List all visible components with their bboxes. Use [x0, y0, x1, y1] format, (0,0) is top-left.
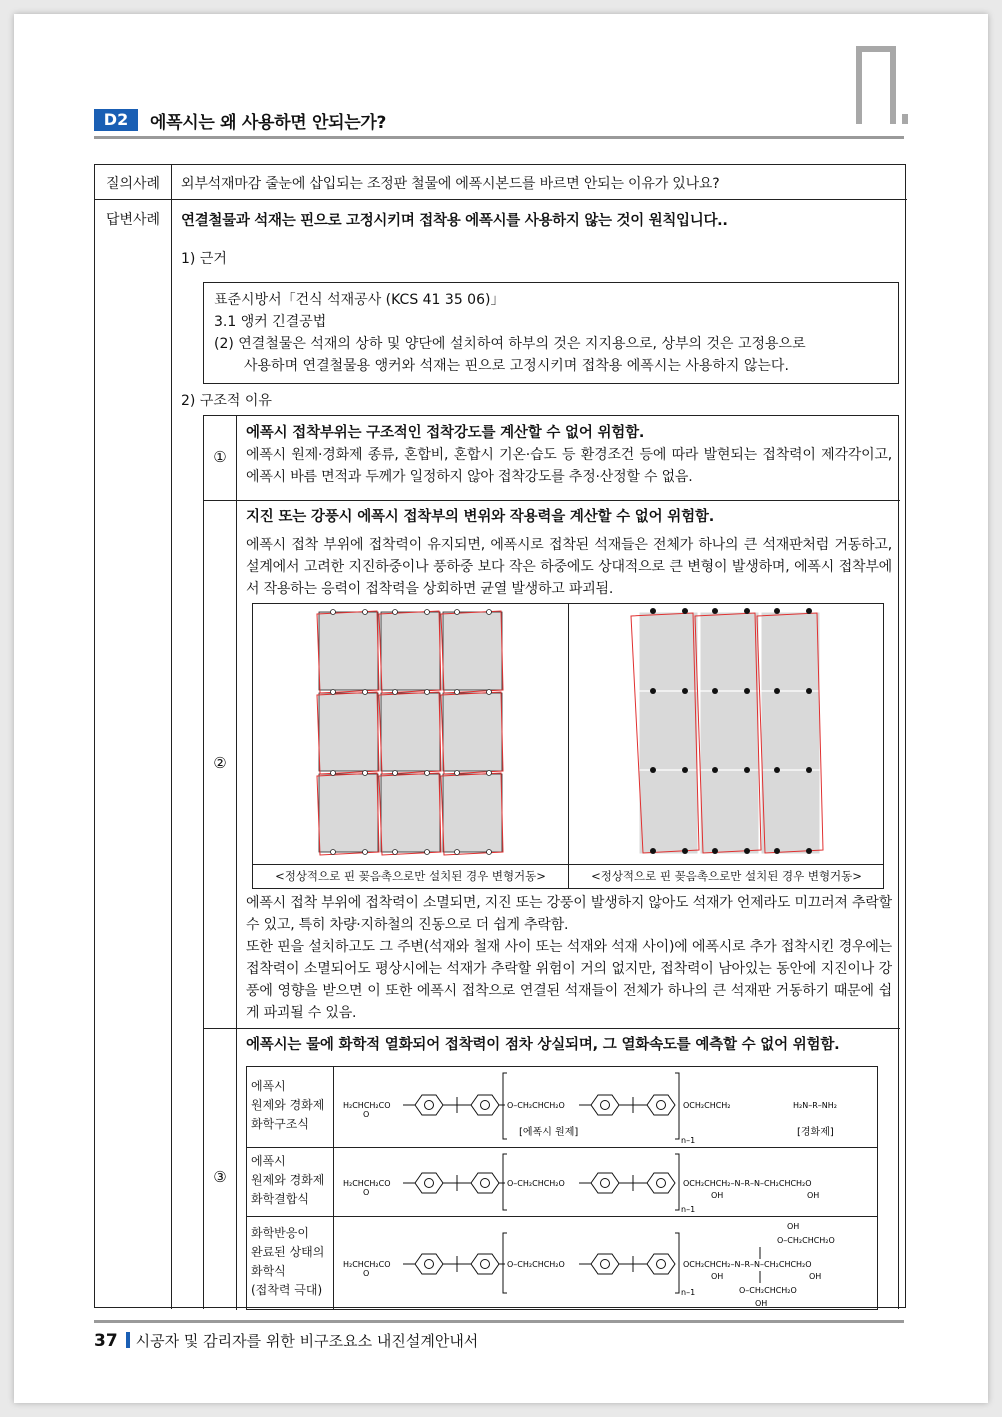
basis-line-3: (2) 연결철물은 석재의 상하 및 양단에 설치하여 하부의 것은 지지용으로, 상부의 것은 고정용으로 — [214, 336, 806, 352]
reason-2-top — [246, 506, 892, 600]
footer-accent-bar — [126, 1332, 130, 1348]
reason-2-body-2: 에폭시 접착 부위에 접착력이 소멸되면, 지진 또는 강풍이 발생하지 않아도 석재가 언제라도 미끄러져 추락할 수 있고, 특히 차량·지하철의 진동으로 더 쉽게 추락함. — [246, 895, 892, 933]
epoxy-bonded-deformation-diagram — [569, 604, 884, 864]
epoxy-structural-formula — [335, 1067, 875, 1147]
reason-divider-1 — [204, 500, 900, 501]
reason-2-body-3: 또한 핀을 설치하고도 그 주변(석재와 철재 사이 또는 석재와 석재 사이)에 에폭시로 추가 접착시킨 경우에는 접착력이 소멸되어도 평상시에는 석재가 추락할 위험이 거의 없지만, 접착력이 남아있는 동안에 지진이나 강풍에 영향을 받으면 이 또한 에폭시 접착으로 연결된 석재들이 전체가 하나의 큰 석재판 거동하기 때문에 쉽게 파괴될 수 있음. — [246, 939, 892, 1021]
stone-panel — [443, 774, 502, 852]
fragment-text: H₂CHCH₂CO — [343, 1260, 391, 1269]
fragment-text: OH — [711, 1191, 724, 1200]
reason-divider-2 — [204, 1028, 900, 1029]
fragment-text: OH — [755, 1299, 768, 1308]
reason-3 — [246, 1034, 892, 1056]
page-number: 37 — [94, 1331, 118, 1351]
basis-heading: 1) 근거 — [181, 251, 227, 267]
fragment-text: O — [363, 1269, 370, 1278]
question-label: 질의사례 — [105, 176, 161, 192]
pin-only-deformation-diagram — [253, 604, 568, 864]
reason-3-heading: 에폭시는 물에 화학적 열화되어 접착력이 점차 상실되며, 그 열화속도를 예측할 수 없어 위험함. — [246, 1037, 840, 1053]
chem-row-1-label: 에폭시 원제와 경화제 화학구조식 — [251, 1079, 325, 1131]
chem-row-2-label: 에폭시 원제와 경화제 화학결합식 — [251, 1154, 325, 1206]
stone-panel — [381, 612, 440, 690]
figure-caption-right: <정상적으로 핀 꽂음촉으로만 설치된 경우 변형거동> — [591, 869, 862, 883]
fragment-text: O — [363, 1188, 370, 1197]
basis-line-1: 표준시방서「건식 석재공사 (KCS 41 35 06)」 — [214, 292, 505, 308]
deformation-figure — [252, 603, 884, 889]
fragment-text: O–CH₂CHCH₂O — [777, 1236, 835, 1245]
chem-row-3-label: 화학반응이 완료된 상태의 화학식 (접착력 극대) — [251, 1226, 325, 1297]
stone-panel — [319, 612, 378, 690]
reason-1 — [246, 422, 892, 488]
question-text: 외부석재마감 줄눈에 삽입되는 조정판 철물에 에폭시본드를 바르면 안되는 이유가 있나요? — [181, 176, 720, 192]
structural-heading: 2) 구조적 이유 — [181, 393, 272, 409]
hardener-formula: H₂N–R–NH₂ — [793, 1101, 837, 1110]
title-underline — [94, 136, 904, 139]
structural-reasons-table — [203, 415, 899, 1309]
fragment-text: OH — [809, 1272, 822, 1281]
reason-2-number: ② — [213, 754, 227, 772]
stone-panel — [319, 774, 378, 852]
figure-caption-left: <정상적으로 핀 꽂음촉으로만 설치된 경우 변형거동> — [275, 869, 546, 883]
fragment-text: O — [363, 1110, 370, 1119]
fragment-text: O–CH₂CHCH₂O — [507, 1179, 565, 1188]
fragment-text: OCH₂CHCH₂–N–R–N–CH₂CHCH₂O — [683, 1179, 812, 1188]
reason-3-number: ③ — [213, 1168, 227, 1186]
fragment-text: O–CH₂CHCH₂O — [507, 1101, 565, 1110]
chem-label-divider — [333, 1067, 334, 1309]
section-title-bar — [94, 106, 904, 136]
fragment-text: OH — [711, 1272, 724, 1281]
reason-2-body-1: 에폭시 접착 부위에 접착력이 유지되면, 에폭시로 접착된 석재들은 전체가 하나의 큰 석재판처럼 거동하고, 설계에서 고려한 지진하중이나 풍하중 보다 작은 하중에도 상대적으로 큰 변형이 발생하며, 에폭시 접착부에서 작용하는 응력이 접착력을 상회하면 균열 발생하고 파괴됨. — [246, 537, 892, 597]
stone-column — [761, 612, 820, 854]
fragment-text: O–CH₂CHCH₂O — [507, 1260, 565, 1269]
fragment-text: OCH₂CHCH₂ — [683, 1101, 731, 1110]
stone-panel — [381, 693, 440, 771]
basis-line-4: 사용하며 연결철물용 앵커와 석재는 핀으로 고정시키며 접착용 에폭시는 사용하지 않는다. — [244, 358, 789, 374]
fragment-text: n–1 — [681, 1288, 696, 1297]
resin-label: [에폭시 원제] — [519, 1127, 579, 1138]
epoxy-bonding-formula — [335, 1148, 875, 1216]
fragment-text: O–CH₂CHCH₂O — [739, 1286, 797, 1295]
qa-table — [94, 164, 906, 1308]
section-title: 에폭시는 왜 사용하면 안되는가? — [150, 113, 387, 133]
basis-line-2: 3.1 앵커 긴결공법 — [214, 314, 327, 330]
page-footer — [94, 1330, 478, 1351]
answer-summary: 연결철물과 석재는 핀으로 고정시키며 접착용 에폭시를 사용하지 않는 것이 원칙입니다.. — [181, 213, 728, 229]
cured-epoxy-formula — [335, 1217, 875, 1309]
reason-1-body: 에폭시 원제·경화제 종류, 혼합비, 혼합시 기온·습도 등 환경조건 등에 따라 발현되는 접착력이 제각각이고, 에폭시 바름 면적과 두께가 일정하지 않아 접착강도를 추정·산정할 수 없음. — [246, 447, 892, 485]
stone-panel — [381, 774, 440, 852]
chemistry-table — [246, 1066, 878, 1310]
reason-1-heading: 에폭시 접착부위는 구조적인 접착강도를 계산할 수 없어 위험함. — [246, 425, 645, 441]
reason-2-bottom — [246, 892, 892, 1024]
reason-number-divider — [236, 416, 237, 1310]
stone-panel — [443, 693, 502, 771]
fragment-text: H₂CHCH₂CO — [343, 1179, 391, 1188]
fragment-text: OH — [807, 1191, 820, 1200]
reason-2-heading: 지진 또는 강풍시 에폭시 접착부의 변위와 작용력을 계산할 수 없어 위험함. — [246, 509, 714, 525]
figure-caption-divider — [253, 864, 883, 865]
basis-box — [203, 282, 899, 384]
answer-label: 답변사례 — [105, 212, 161, 228]
fragment-text: n–1 — [681, 1136, 696, 1145]
fragment-text: OH — [787, 1222, 800, 1231]
stone-panel — [443, 612, 502, 690]
hardener-label: [경화제] — [797, 1127, 834, 1138]
fragment-text: OCH₂CHCH₂–N–R–N–CH₂CHCH₂O — [683, 1260, 812, 1269]
fragment-text: H₂CHCH₂CO — [343, 1101, 391, 1110]
footer-rule — [94, 1320, 904, 1323]
fragment-text: n–1 — [681, 1205, 696, 1214]
stone-panel — [319, 693, 378, 771]
question-row-divider — [95, 199, 907, 200]
reason-1-number: ① — [213, 448, 227, 466]
footer-title: 시공자 및 감리자를 위한 비구조요소 내진설계안내서 — [135, 1332, 479, 1350]
label-column-divider — [171, 165, 172, 1309]
stone-column — [639, 612, 698, 854]
stone-column — [700, 612, 759, 854]
document-page — [14, 14, 988, 1403]
section-badge: D2 — [94, 109, 138, 131]
